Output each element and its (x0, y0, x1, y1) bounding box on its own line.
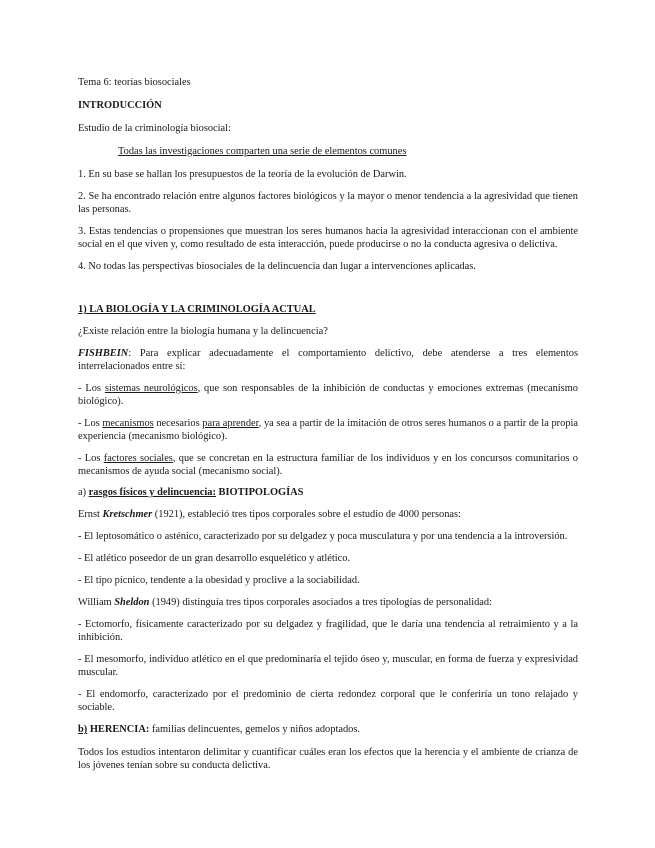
intro-underlined-text: Todas las investigaciones comparten una serie de elementos comunes (118, 146, 407, 157)
intro-heading: INTRODUCCIÓN (78, 100, 162, 111)
sheldon-intro (78, 596, 578, 609)
intro-subtitle: Estudio de la criminología biosocial: (78, 123, 231, 134)
kretschmer-intro (78, 508, 578, 521)
kretschmer-type-3: - El tipo pícnico, tendente a la obesidad y proclive a la sociabilidad. (78, 575, 360, 586)
element-learning (78, 417, 578, 443)
kretschmer-name: Kretschmer (102, 509, 153, 520)
intro-item-1: 1. En su base se hallan los presupuestos de la teoría de la evolución de Darwin. (78, 169, 407, 180)
subsection-b-text: familias delincuentes, gemelos y niños adoptados. (151, 724, 360, 735)
fishbein-name: FISHBEIN (78, 348, 129, 359)
sheldon-type-2: - El mesomorfo, individuo atlético en el que predominaría el tejido óseo y, muscular, en forma de fuerza y expresividad muscular. (78, 654, 578, 678)
fishbein-text: : Para explicar adecuadamente el comportamiento delictivo, debe atenderse a tres elementos interrelacionados entre sí: (78, 348, 578, 372)
sheldon-type-3: - El endomorfo, caracterizado por el predominio de cierta redondez corporal que le conferiría un tono relajado y sociable. (78, 689, 578, 713)
intro-item-3: 3. Estas tendencias o propensiones que muestran los seres humanos hacia la agresividad interaccionan con el ambiente social en el que viven y, como resultado de esta interacción, puede producirse o no la conducta agresiva o delictiva. (78, 226, 578, 250)
kretschmer-first-name: Ernst (78, 509, 103, 520)
section-1-question: ¿Existe relación entre la biología humana y la delincuencia? (78, 326, 328, 337)
section-1-heading: 1) LA BIOLOGÍA Y LA CRIMINOLOGÍA ACTUAL (78, 304, 316, 315)
subsection-a-underlined: rasgos físicos y delincuencia: (88, 487, 216, 498)
element-2-mid: necesarios (153, 418, 203, 429)
element-1-prefix: - Los (78, 383, 105, 394)
element-2-prefix: - Los (78, 418, 103, 429)
subsection-a-heading (78, 486, 578, 499)
kretschmer-type-1: - El leptosomático o asténico, caracterizado por su delgadez y poca musculatura y por una tendencia a la introversión. (78, 531, 568, 542)
element-2-desc: , ya sea a partir de la imitación de otros seres humanos o a partir de la propia experiencia (mecanismo biológico). (78, 418, 578, 442)
closing-paragraph: Todos los estudios intentaron delimitar y cuantificar cuáles eran los efectos que la herencia y el ambiente de crianza de los jóvenes tenían sobre su conducta delictiva. (78, 747, 578, 771)
sheldon-type-1: - Ectomorfo, físicamente caracterizado por su delgadez y fragilidad, que le daría una tendencia al retraimiento y a la inhibición. (78, 619, 578, 643)
kretschmer-type-2: - El atlético poseedor de un gran desarrollo esquelético y atlético. (78, 553, 351, 564)
element-3-desc: , que se concretan en la estructura familiar de los individuos y en los concursos comunitarios o mecanismos de ayuda social (mecanismo social). (78, 453, 579, 477)
element-neurological (78, 382, 578, 408)
element-social (78, 452, 578, 478)
subsection-b-heading (78, 723, 578, 736)
kretschmer-text: (1921), estableció tres tipos corporales sobre el estudio de 4000 personas: (152, 509, 461, 520)
subsection-b-prefix: b) (78, 724, 88, 735)
element-3-term: factores sociales (103, 453, 173, 464)
topic-line: Tema 6: teorías biosociales (78, 77, 191, 88)
element-1-term: sistemas neurológicos (104, 383, 198, 394)
element-2-term-2: para aprender (202, 418, 259, 429)
subsection-a-title: BIOTIPOLOGÍAS (215, 487, 304, 498)
intro-item-4: 4. No todas las perspectivas biosociales de la delincuencia dan lugar a intervenciones aplicadas. (78, 261, 476, 272)
element-3-prefix: - Los (78, 453, 104, 464)
intro-underlined-line (78, 145, 578, 158)
sheldon-name: Sheldon (114, 597, 150, 608)
element-1-desc: , que son responsables de la inhibición de conductas y emociones extremas (mecanismo biológico). (78, 383, 578, 407)
subsection-b-title: HERENCIA: (87, 724, 152, 735)
intro-item-2: 2. Se ha encontrado relación entre algunos factores biológicos y la mayor o menor tendencia a la agresividad que tienen las personas. (78, 191, 578, 215)
sheldon-text: (1949) distinguía tres tipos corporales asociados a tres tipologías de personalidad: (149, 597, 492, 608)
sheldon-first-name: William (78, 597, 115, 608)
document-body (78, 76, 578, 772)
element-2-term: mecanismos (102, 418, 154, 429)
fishbein-paragraph (78, 347, 578, 373)
subsection-a-prefix: a) (78, 487, 89, 498)
